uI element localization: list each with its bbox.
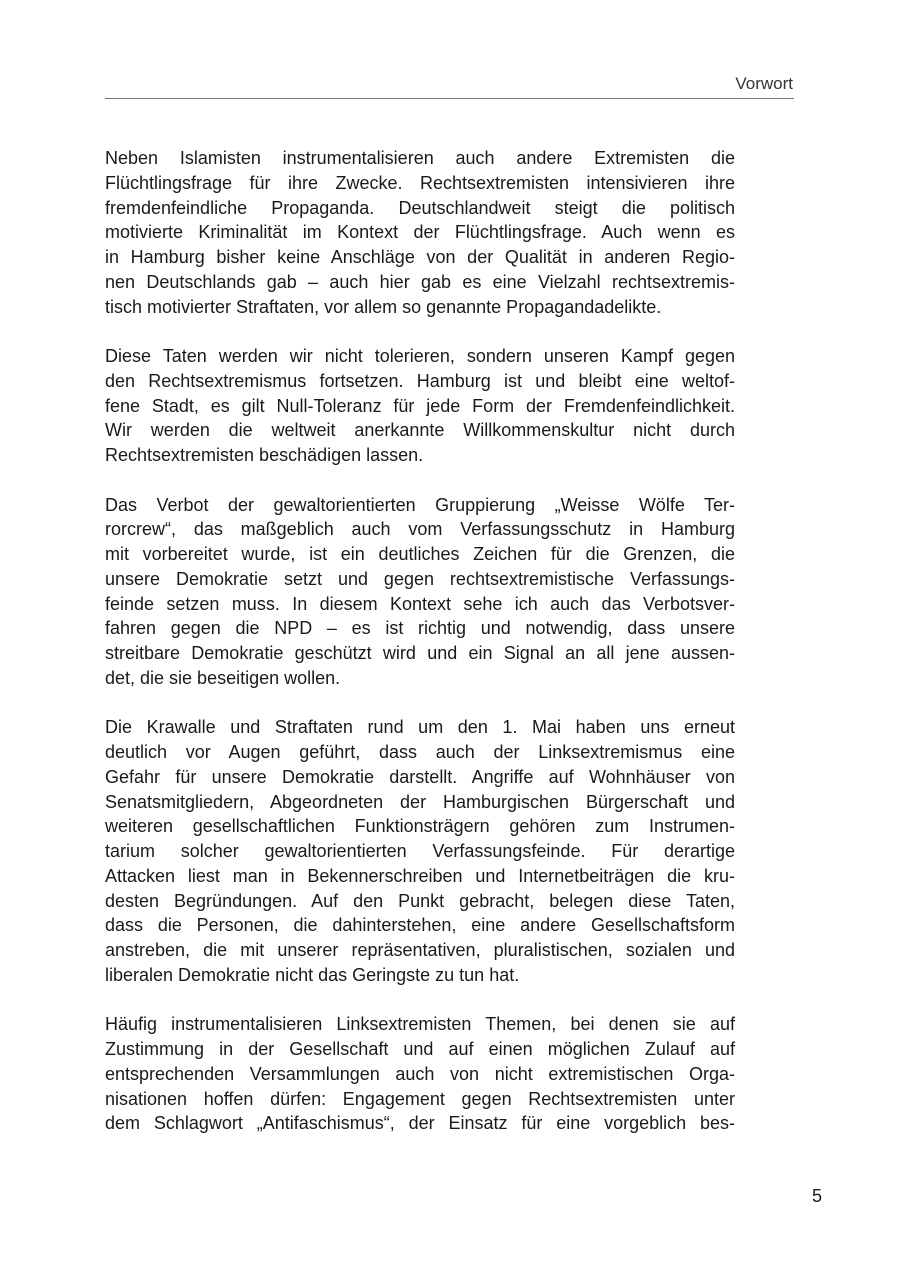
paragraph [105, 1012, 735, 1136]
text-line: tisch motivierter Straftaten, vor allem so genannte Propagandadelikte. [105, 296, 662, 317]
text-line: motivierte Kriminalität im Kontext der Flüchtlingsfrage. Auch wenn es [105, 222, 735, 243]
header-rule [105, 98, 794, 99]
text-line: feinde setzen muss. In diesem Kontext sehe ich auch das Verbotsver- [105, 593, 735, 614]
text-line: rorcrew“, das maßgeblich auch vom Verfassungsschutz in Hamburg [105, 519, 735, 540]
text-line: fahren gegen die NPD – es ist richtig und notwendig, dass unsere [105, 618, 735, 639]
text-line: Neben Islamisten instrumentalisieren auch andere Extremisten die [105, 148, 735, 168]
text-line: Diese Taten werden wir nicht tolerieren, sondern unseren Kampf gegen [105, 346, 735, 366]
text-line: Senatsmitgliedern, Abgeordneten der Hamburgischen Bürgerschaft und [105, 791, 735, 812]
text-line: nen Deutschlands gab – auch hier gab es eine Vielzahl rechtsextremis- [105, 271, 735, 292]
text-line: Rechtsextremisten beschädigen lassen. [105, 445, 424, 465]
text-line: Attacken liest man in Bekennerschreiben und Internetbeiträgen die kru- [105, 865, 735, 886]
text-line: mit vorbereitet wurde, ist ein deutliches Zeichen für die Grenzen, die [105, 544, 735, 564]
text-line: nisationen hoffen dürfen: Engagement gegen Rechtsextremisten unter [105, 1088, 735, 1109]
running-header: Vorwort [735, 74, 793, 93]
paragraph [105, 493, 735, 691]
text-line: weiteren gesellschaftlichen Funktionsträgern gehören zum Instrumen- [105, 816, 735, 837]
text-line: anstreben, die mit unserer repräsentativen, pluralistischen, sozialen und [105, 940, 735, 960]
text-line: liberalen Demokratie nicht das Geringste zu tun hat. [105, 964, 520, 985]
text-line: tarium solcher gewaltorientierten Verfassungsfeinde. Für derartige [105, 841, 735, 861]
text-line: dem Schlagwort „Antifaschismus“, der Einsatz für eine vorgeblich bes- [105, 1113, 735, 1134]
text-line: Gefahr für unsere Demokratie darstellt. Angriffe auf Wohnhäuser von [105, 766, 735, 787]
text-line: den Rechtsextremismus fortsetzen. Hamburg ist und bleibt eine weltof- [105, 370, 735, 391]
paragraph [105, 146, 735, 319]
text-line: Häufig instrumentalisieren Linksextremisten Themen, bei denen sie auf [105, 1014, 735, 1035]
text-line: streitbare Demokratie geschützt wird und ein Signal an all jene aussen- [105, 643, 735, 663]
text-line: Wir werden die weltweit anerkannte Willkommenskultur nicht durch [105, 420, 735, 441]
text-line: Zustimmung in der Gesellschaft und auf einen möglichen Zulauf auf [105, 1039, 735, 1059]
text-line: desten Begründungen. Auf den Punkt gebracht, belegen diese Taten, [105, 890, 735, 911]
text-line: dass die Personen, die dahinterstehen, eine andere Gesellschaftsform [105, 915, 735, 936]
text-line: deutlich vor Augen geführt, dass auch der Linksextremismus eine [105, 742, 735, 762]
paragraph [105, 344, 735, 468]
paragraph [105, 715, 735, 987]
body-text [105, 146, 735, 1161]
text-line: fene Stadt, es gilt Null-Toleranz für jede Form der Fremdenfeindlichkeit. [105, 395, 735, 416]
text-line: fremdenfeindliche Propaganda. Deutschlandweit steigt die politisch [105, 197, 735, 218]
text-line: Flüchtlingsfrage für ihre Zwecke. Rechtsextremisten intensivieren ihre [105, 172, 735, 193]
text-line: Das Verbot der gewaltorientierten Gruppierung „Weisse Wölfe Ter- [105, 494, 735, 515]
page-number: 5 [812, 1186, 823, 1206]
text-line: unsere Demokratie setzt und gegen rechtsextremistische Verfassungs- [105, 568, 735, 589]
text-line: Die Krawalle und Straftaten rund um den 1. Mai haben uns erneut [105, 717, 735, 738]
text-line: in Hamburg bisher keine Anschläge von der Qualität in anderen Regio- [105, 247, 735, 267]
text-line: det, die sie beseitigen wollen. [105, 667, 341, 688]
text-line: entsprechenden Versammlungen auch von nicht extremistischen Orga- [105, 1063, 735, 1084]
